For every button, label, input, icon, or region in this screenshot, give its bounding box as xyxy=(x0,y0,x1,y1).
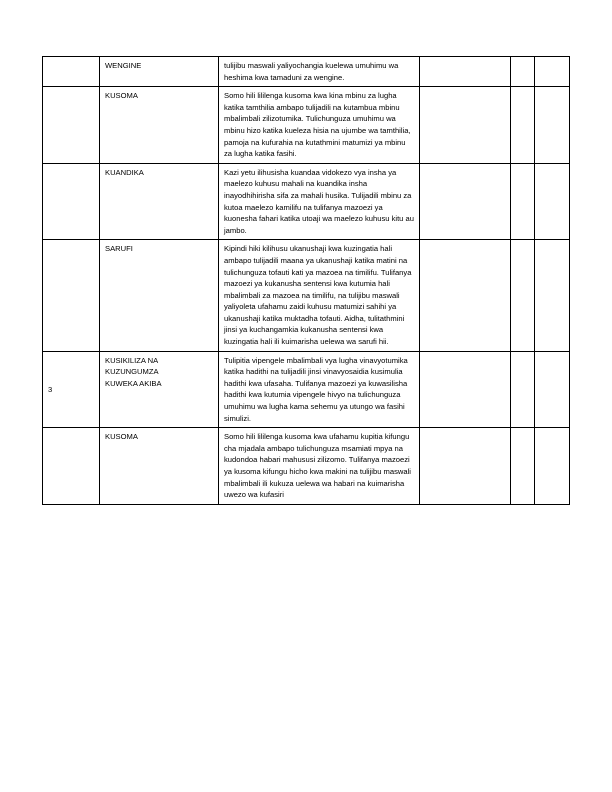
description-cell: Somo hili lililenga kusoma kwa ufahamu kupitia kifungu cha mjadala ambapo tulichunguza msamiati mpya na kudondoa habari mahususi zilizomo. Tulifanya mazoezi ya kusoma kifungu hicho kwa makini na tulijibu maswali mbalimbali ili kukuza uelewa wa habari na kuimarisha uwezo wa kufasiri xyxy=(219,428,420,505)
skill-label: KUSOMA xyxy=(105,432,138,442)
empty-cell xyxy=(535,351,570,428)
table-row xyxy=(43,428,570,505)
empty-cell xyxy=(511,57,535,87)
empty-cell xyxy=(511,428,535,505)
empty-cell xyxy=(511,163,535,240)
skill-label: WENGINE xyxy=(105,61,142,70)
empty-cell xyxy=(511,240,535,351)
skill-cell xyxy=(100,351,219,428)
week-cell xyxy=(43,87,100,164)
table-row xyxy=(43,240,570,351)
table-row xyxy=(43,163,570,240)
empty-cell xyxy=(535,428,570,505)
description-cell: Somo hili lililenga kusoma kwa kina mbinu za lugha katika tamthilia ambapo tulijadili na kutambua mbinu mbalimbali zilizotumika. Tulichunguza umuhimu wa mbinu hizo katika kueleza hisia na ujumbe wa tamthilia, pamoja na kufurahia na kutathmini matumizi ya mbinu za lugha katika fasihi. xyxy=(219,87,420,164)
empty-cell xyxy=(511,87,535,164)
empty-cell xyxy=(420,57,511,87)
skill-cell xyxy=(100,240,219,351)
skill-label: KUSOMA xyxy=(105,91,138,101)
skill-cell xyxy=(100,87,219,164)
scheme-of-work-table xyxy=(42,56,570,505)
empty-cell xyxy=(511,351,535,428)
skill-cell xyxy=(100,57,219,87)
table-row xyxy=(43,351,570,428)
table-row xyxy=(43,57,570,87)
skill-label: KUSIKILIZA NA xyxy=(105,355,159,365)
week-cell xyxy=(43,163,100,240)
description-cell: Tulipitia vipengele mbalimbali vya lugha vinavyotumika katika hadithi na tulijadili jinsi vinavyosaidia kusimulia hadithi kwa ufasaha. Tulifanya mazoezi ya kuwasilisha hadithi kwa kutumia vipengele hivyo na tulichunguza umuhimu wa lugha kama sehemu ya utungo wa fasihi simulizi. xyxy=(219,351,420,428)
week-cell xyxy=(43,428,100,505)
skill-label: KUWEKA AKIBA xyxy=(105,378,162,388)
description-cell: Kazi yetu ilihusisha kuandaa vidokezo vya insha ya maelezo kuhusu mahali na kuandika insha inayodhihirisha sifa za mahali husika. Tulijadili mbinu za kutoa maelezo kamilifu na tulifanya mazoezi ya kuonesha fahari katika utoaji wa maelezo kuhusu kitu au jambo. xyxy=(219,163,420,240)
week-cell xyxy=(43,240,100,351)
week-cell: 3 xyxy=(43,351,100,428)
empty-cell xyxy=(535,57,570,87)
skill-cell xyxy=(100,428,219,505)
skill-label: KUZUNGUMZA xyxy=(105,367,159,377)
description-cell: tulijibu maswali yaliyochangia kuelewa umuhimu wa heshima kwa tamaduni za wengine. xyxy=(219,57,420,87)
skill-label: KUANDIKA xyxy=(105,167,144,177)
skill-cell xyxy=(100,163,219,240)
empty-cell xyxy=(420,163,511,240)
week-cell xyxy=(43,57,100,87)
empty-cell xyxy=(535,240,570,351)
empty-cell xyxy=(535,163,570,240)
empty-cell xyxy=(420,240,511,351)
empty-cell xyxy=(535,87,570,164)
skill-label: SARUFI xyxy=(105,244,133,254)
empty-cell xyxy=(420,351,511,428)
empty-cell xyxy=(420,428,511,505)
description-cell: Kipindi hiki kilihusu ukanushaji kwa kuzingatia hali ambapo tulijadili maana ya ukanushaji katika matini na tulichunguza tofauti kati ya mazoea na timilifu. Tulifanya mazoezi ya kukanusha sentensi kwa kutumia hali mbalimbali za mazoea na timilifu, na tulijibu maswali yaliyoleta ufahamu zaidi kuhusu matumizi sahihi ya ukanushaji katika muktadha tofauti. Aidha, tulitathmini jinsi ya kuchangamkia kukanusha sentensi kwa kuzingatia hali ili kuimarisha uelewa wa sarufi hii. xyxy=(219,240,420,351)
empty-cell xyxy=(420,87,511,164)
table-row xyxy=(43,87,570,164)
